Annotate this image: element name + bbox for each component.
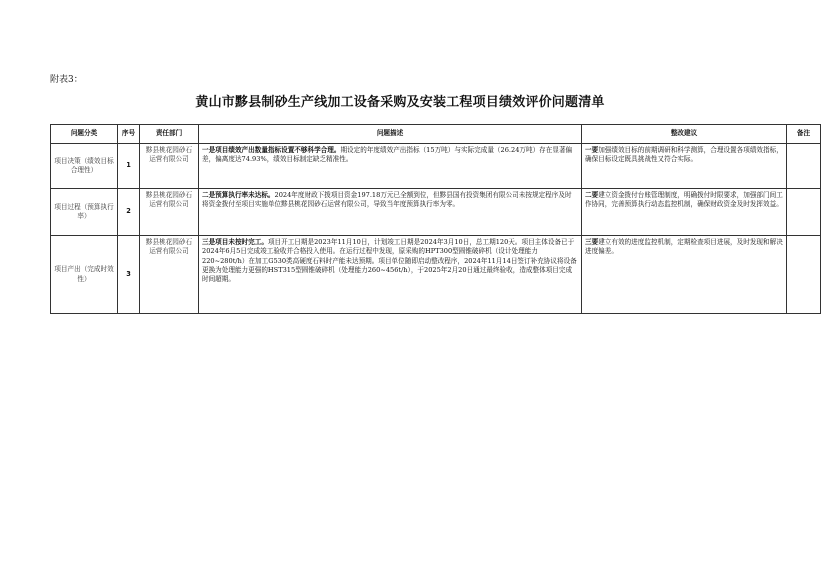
description-text: 项目开工日期是2023年11月10日，计划竣工日期是2024年3月10日，总工期120天。项目主体设备已于2024年6月5日完成竣工验收并合格投入使用。在运行过程中发现，原采购的HPT300型圆锥破碎机（设计处理能力220~280t/h）在加工G530类高硬度石料时产能未达预期。项目单位随即启动整改程序，2024年11月14日签订补充协议将设备更换为处理能力更强的HST315型圆锥破碎机（处理能力260~456t/h），于2025年2月20日通过最终验收，造成整体项目完成时间超期。 — [202, 238, 577, 284]
row-category: 项目产出（完成时效性） — [51, 236, 118, 314]
row-category: 项目决策（绩效目标合理性） — [51, 144, 118, 189]
row-description — [199, 189, 582, 236]
suggestion-text: 加强绩效目标的前期调研和科学测算，合理设置各项绩效指标，确保目标设定既具挑战性又符合实际。 — [585, 146, 783, 164]
suggestion-text: 建立资金拨付台账管理制度，明确拨付时限要求，加强部门间工作协同，完善预算执行动态监控机制，确保财政资金及时发挥效益。 — [585, 191, 783, 209]
suggestion-lead: 一要 — [585, 146, 599, 154]
header-category: 问题分类 — [51, 125, 118, 144]
row-description — [199, 144, 582, 189]
header-department: 责任部门 — [140, 125, 199, 144]
header-index: 序号 — [118, 125, 140, 144]
row-remarks — [787, 144, 821, 189]
suggestion-lead: 二要 — [585, 191, 599, 199]
suggestion-text: 建立有效的进度监控机制，定期检查项目进展，及时发现和解决进度偏差。 — [585, 238, 783, 256]
description-lead: 二是预算执行率未达标。 — [202, 191, 275, 199]
row-description — [199, 236, 582, 314]
row-remarks — [787, 189, 821, 236]
issues-table — [50, 124, 821, 314]
row-suggestion — [582, 144, 787, 189]
header-suggestion: 整改建议 — [582, 125, 787, 144]
row-suggestion — [582, 236, 787, 314]
row-index: 3 — [118, 236, 140, 314]
description-lead: 一是项目绩效产出数量指标设置不够科学合理。 — [202, 146, 341, 154]
row-category: 项目过程（预算执行率） — [51, 189, 118, 236]
attachment-label: 附表3： — [50, 75, 83, 85]
row-department: 黟县桃花园砂石运营有限公司 — [140, 236, 199, 314]
suggestion-lead: 三要 — [585, 238, 599, 246]
table-row — [51, 236, 821, 314]
row-department: 黟县桃花园砂石运营有限公司 — [140, 189, 199, 236]
header-remarks: 备注 — [787, 125, 821, 144]
row-suggestion — [582, 189, 787, 236]
row-remarks — [787, 236, 821, 314]
table-row — [51, 189, 821, 236]
table-header-row — [51, 125, 821, 144]
description-text: 期设定的年度绩效产出指标（15万吨）与实际完成量（26.24万吨）存在显著偏差，偏离度达74.93%，绩效目标制定缺乏精准性。 — [202, 146, 573, 164]
row-index: 2 — [118, 189, 140, 236]
table-row — [51, 144, 821, 189]
page-title: 黄山市黟县制砂生产线加工设备采购及安装工程项目绩效评价问题清单 — [195, 95, 605, 110]
description-lead: 三是项目未按时完工。 — [202, 238, 268, 246]
row-index: 1 — [118, 144, 140, 189]
description-text: 2024年度财政下拨项目资金197.18万元已全额到位，但黟县国有投资集团有限公司未按规定程序及时将资金拨付至项目实施单位黟县桃花园砂石运营有限公司，导致当年度预算执行率为零。 — [202, 191, 572, 209]
row-department: 黟县桃花园砂石运营有限公司 — [140, 144, 199, 189]
header-description: 问题描述 — [199, 125, 582, 144]
